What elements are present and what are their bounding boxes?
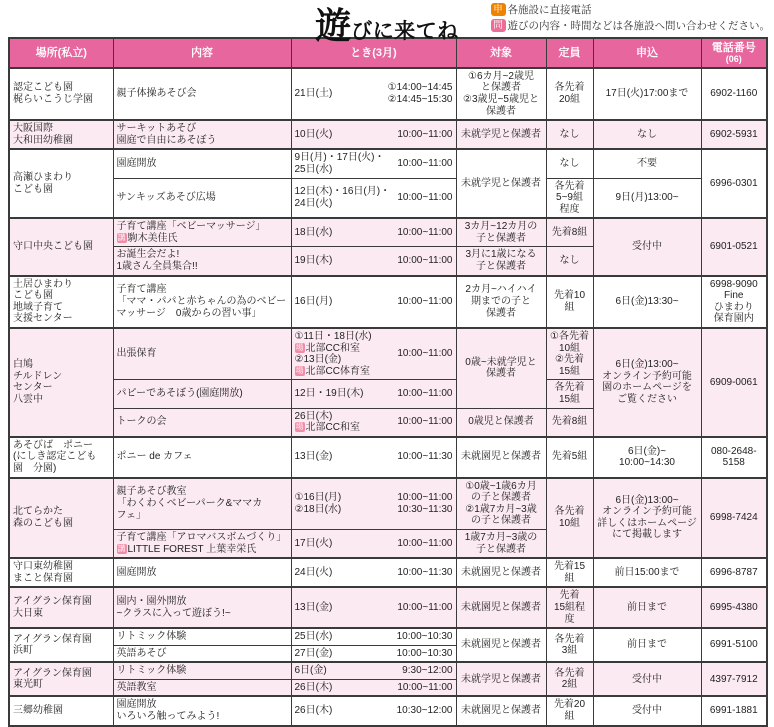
table-row: [9, 628, 767, 645]
content-cell: リトミック体験: [113, 628, 291, 645]
column-header: 場所(私立): [9, 38, 113, 68]
table-row: [9, 662, 767, 679]
target-cell: 未就学児と保護者: [456, 662, 546, 696]
target-cell: 3月に1歳になる 子と保護者: [456, 247, 546, 276]
capacity-cell: なし: [546, 149, 593, 178]
time-cell: ①16日(月) ②18日(水) 10:00~11:00 10:30~11:30: [291, 478, 456, 530]
capacity-cell: ①各先着 10組 ②先着 15組: [546, 328, 593, 380]
place-cell: あそびば ポニー (にしき認定こども 園 分園): [9, 437, 113, 478]
table-row: [9, 478, 767, 530]
place-cell: 三郷幼稚園: [9, 696, 113, 725]
place-cell: 高瀬ひまわり こども園: [9, 149, 113, 218]
apply-badge-icon: 申: [491, 3, 506, 16]
apply-cell: なし: [593, 120, 701, 149]
phone-cell: 6995-4380: [701, 587, 767, 628]
content-cell: 子育て講座 「ママ・パパと赤ちゃんの為のベビー マッサージ 0歳からの習い事」: [113, 276, 291, 328]
page-title: [315, 0, 459, 49]
place-cell: 認定こども園 梶らいこうじ学園: [9, 68, 113, 120]
place-cell: アイグラン保育園 浜町: [9, 628, 113, 662]
content-cell: 親子体操あそび会: [113, 68, 291, 120]
legend: [491, 3, 771, 35]
capacity-cell: 先着10組: [546, 276, 593, 328]
capacity-cell: 各先着 20組: [546, 68, 593, 120]
content-cell: 園庭開放 いろいろ触ってみよう!: [113, 696, 291, 725]
place-icon: 場: [295, 422, 304, 432]
place-cell: 北てらかた 森のこども園: [9, 478, 113, 559]
target-cell: 未就園児と保護者: [456, 587, 546, 628]
time-cell: 6日(金) 9:30~12:00: [291, 662, 456, 679]
apply-cell: 6日(金)13:00~ オンライン予約可能 園のホームページを ご覧ください: [593, 328, 701, 437]
phone-cell: 6991-5100: [701, 628, 767, 662]
time-cell: 18日(水) 10:00~11:00: [291, 218, 456, 247]
apply-cell: 6日(金)~ 10:00~14:30: [593, 437, 701, 478]
phone-cell: 6996-8787: [701, 558, 767, 587]
phone-cell: 6998-7424: [701, 478, 767, 559]
time-cell: 19日(木) 10:00~11:00: [291, 247, 456, 276]
target-cell: 3カ月~12カ月の 子と保護者: [456, 218, 546, 247]
content-cell: パピーであそぼう(園庭開放): [113, 380, 291, 408]
target-cell: 未就学児と保護者: [456, 149, 546, 218]
place-cell: アイグラン保育園 東光町: [9, 662, 113, 696]
phone-cell: 6902-1160: [701, 68, 767, 120]
target-cell: 0歳~未就学児と 保護者: [456, 328, 546, 408]
content-cell: 園庭開放: [113, 558, 291, 587]
time-cell: 10日(火) 10:00~11:00: [291, 120, 456, 149]
apply-cell: 不要: [593, 149, 701, 178]
place-cell: 土居ひまわり こども園 地域子育て 支援センター: [9, 276, 113, 328]
column-header: 電話番号 (06): [701, 38, 767, 68]
content-cell: 子育て講座「アロマバスボムづくり」 講 LITTLE FOREST 上葉幸栄氏: [113, 529, 291, 558]
legend-apply-text: 各施設に直接電話: [507, 4, 592, 16]
phone-cell: 6991-1881: [701, 696, 767, 725]
place-cell: 大阪国際 大和田幼稚園: [9, 120, 113, 149]
table-row: [9, 696, 767, 725]
phone-cell: 6998-9090 Fine ひまわり 保育園内: [701, 276, 767, 328]
place-icon: 場: [295, 342, 304, 352]
target-cell: ①6カ月~2歳児 と保護者 ②3歳児~5歳児と 保護者: [456, 68, 546, 120]
capacity-cell: 各先着 2組: [546, 662, 593, 696]
capacity-cell: 先着8組: [546, 408, 593, 437]
capacity-cell: 先着8組: [546, 218, 593, 247]
content-cell: トークの会: [113, 408, 291, 437]
content-cell: ポニー de カフェ: [113, 437, 291, 478]
table-row: [9, 558, 767, 587]
phone-cell: 6909-0061: [701, 328, 767, 437]
target-cell: ①0歳~1歳6カ月 の子と保護者 ②1歳7カ月~3歳 の子と保護者: [456, 478, 546, 530]
title-dropcap: 遊: [315, 5, 352, 46]
table-row: [9, 587, 767, 628]
table-row: [9, 276, 767, 328]
column-header: 内容: [113, 38, 291, 68]
content-cell: 園内・園外開放 ~クラスに入って遊ぼう!~: [113, 587, 291, 628]
apply-cell: 17日(火)17:00まで: [593, 68, 701, 120]
time-cell: 26日(木) 場 北部CC和室 10:00~11:00: [291, 408, 456, 437]
apply-cell: 受付中: [593, 662, 701, 696]
capacity-cell: 先着 15組程度: [546, 587, 593, 628]
phone-cell: 080-2648- 5158: [701, 437, 767, 478]
target-cell: 2カ月~ハイハイ 期までの子と 保護者: [456, 276, 546, 328]
column-header: 対象: [456, 38, 546, 68]
column-header: 申込: [593, 38, 701, 68]
phone-cell: 6901-0521: [701, 218, 767, 275]
inquiry-badge-icon: 問: [491, 19, 506, 32]
capacity-cell: 先着5組: [546, 437, 593, 478]
apply-cell: 前日15:00まで: [593, 558, 701, 587]
place-cell: 白鳩 チルドレン センター 八雲中: [9, 328, 113, 437]
capacity-cell: 各先着 5~9組 程度: [546, 178, 593, 218]
apply-cell: 6日(金)13:00~ オンライン予約可能 詳しくはホームページ にて掲載します: [593, 478, 701, 559]
content-cell: お誕生会だよ! 1歳さん全員集合!!: [113, 247, 291, 276]
table-row: [9, 437, 767, 478]
target-cell: 未就園児と保護者: [456, 696, 546, 725]
content-cell: 園庭開放: [113, 149, 291, 178]
table-row: [9, 218, 767, 247]
legend-inquiry-note: [491, 19, 771, 35]
table-row: [9, 120, 767, 149]
capacity-cell: なし: [546, 120, 593, 149]
time-cell: 9日(月)・17日(火)・ 25日(水) 10:00~11:00: [291, 149, 456, 178]
capacity-cell: 先着20組: [546, 696, 593, 725]
content-cell: サーキットあそび 園庭で自由にあそぼう: [113, 120, 291, 149]
place-cell: 守口中央こども園: [9, 218, 113, 275]
content-cell: リトミック体験: [113, 662, 291, 679]
target-cell: 未就園児と保護者: [456, 628, 546, 662]
column-header: 定員: [546, 38, 593, 68]
target-cell: 1歳7カ月~3歳の 子と保護者: [456, 529, 546, 558]
time-cell: 17日(火) 10:00~11:00: [291, 529, 456, 558]
schedule-table: [8, 37, 768, 727]
capacity-cell: 各先着 3組: [546, 628, 593, 662]
target-cell: 未就園児と保護者: [456, 558, 546, 587]
capacity-cell: 先着15組: [546, 558, 593, 587]
content-cell: 英語あそび: [113, 645, 291, 662]
apply-cell: 受付中: [593, 218, 701, 275]
target-cell: 未就学児と保護者: [456, 120, 546, 149]
phone-cell: 4397-7912: [701, 662, 767, 696]
content-cell: 英語教室: [113, 679, 291, 696]
legend-inquiry-text: 遊びの内容・時間などは各施設へ問い合わせください。: [507, 19, 770, 32]
time-cell: 12日(木)・16日(月)・ 24日(火) 10:00~11:00: [291, 178, 456, 218]
table-row: [9, 178, 767, 218]
lecturer-icon: 講: [117, 232, 126, 242]
capacity-cell: なし: [546, 247, 593, 276]
time-cell: ①11日・18日(水) 場 北部CC和室 ②13日(金) 場 北部CC体育室 10:00~11:00: [291, 328, 456, 380]
time-cell: 25日(水) 10:00~10:30: [291, 628, 456, 645]
table-row: [9, 68, 767, 120]
title-rest: びに来てね: [351, 20, 459, 43]
apply-cell: 受付中: [593, 696, 701, 725]
target-cell: 0歳児と保護者: [456, 408, 546, 437]
place-icon: 場: [295, 365, 304, 375]
page-header: [0, 0, 774, 46]
time-cell: 26日(木) 10:00~11:00: [291, 679, 456, 696]
capacity-cell: 各先着 10組: [546, 478, 593, 559]
content-cell: 子育て講座「ベビーマッサージ」 講 駒木美佳氏: [113, 218, 291, 247]
place-cell: 守口東幼稚園 まこと保育園: [9, 558, 113, 587]
legend-apply-note: [491, 3, 771, 19]
time-cell: 26日(木) 10:30~12:00: [291, 696, 456, 725]
time-cell: 13日(金) 10:00~11:30: [291, 437, 456, 478]
phone-cell: 6902-5931: [701, 120, 767, 149]
place-cell: アイグラン保育園 大日東: [9, 587, 113, 628]
time-cell: 16日(月) 10:00~11:00: [291, 276, 456, 328]
time-cell: 21日(土) ①14:00~14:45 ②14:45~15:30: [291, 68, 456, 120]
time-cell: 13日(金) 10:00~11:00: [291, 587, 456, 628]
time-cell: 27日(金) 10:00~10:30: [291, 645, 456, 662]
column-header: とき(3月): [291, 38, 456, 68]
content-cell: 出張保育: [113, 328, 291, 380]
table-row: [9, 328, 767, 380]
lecturer-icon: 講: [117, 543, 126, 553]
capacity-cell: 各先着 15組: [546, 380, 593, 408]
apply-cell: 前日まで: [593, 628, 701, 662]
apply-cell: 6日(金)13:30~: [593, 276, 701, 328]
apply-cell: 前日まで: [593, 587, 701, 628]
content-cell: 親子あそび教室 「わくわくベビーパーク&ママカ フェ」: [113, 478, 291, 530]
apply-cell: 9日(月)13:00~: [593, 178, 701, 218]
phone-cell: 6996-0301: [701, 149, 767, 218]
table-row: [9, 149, 767, 178]
time-cell: 24日(火) 10:00~11:30: [291, 558, 456, 587]
time-cell: 12日・19日(木) 10:00~11:00: [291, 380, 456, 408]
content-cell: サンキッズあそび広場: [113, 178, 291, 218]
target-cell: 未就園児と保護者: [456, 437, 546, 478]
